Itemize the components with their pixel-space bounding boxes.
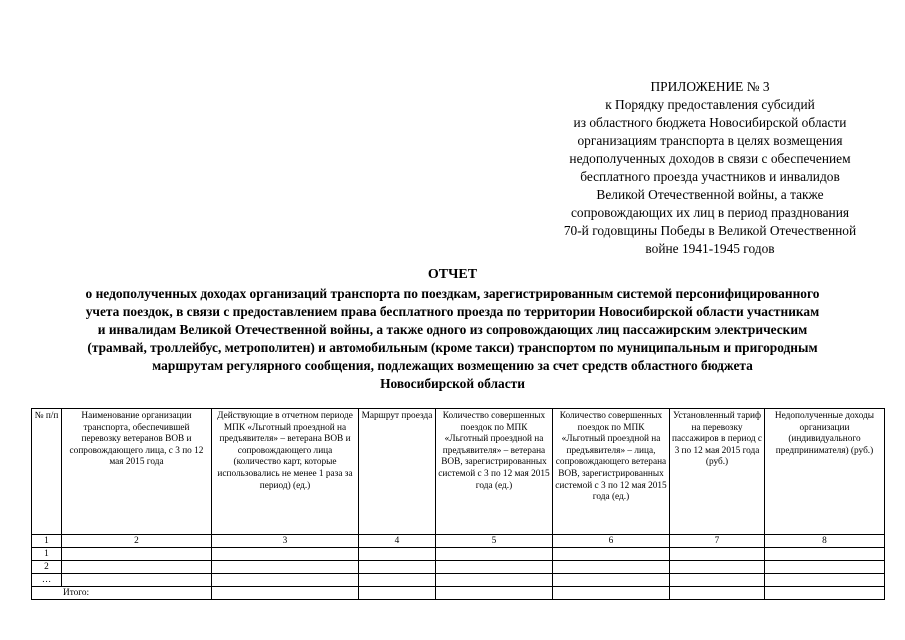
table-cell [62,548,212,561]
table-cell [553,561,670,574]
total-label: Итого: [32,587,212,600]
table-cell [670,574,765,587]
appendix-line: ПРИЛОЖЕНИЕ № 3 [650,79,770,94]
table-cell [436,548,553,561]
table-cell [436,587,553,600]
report-subtitle-line: о недополученных доходах организаций транспорта по поездкам, зарегистрированным системой персонифицированного [85,286,820,301]
header-cell: Недополученные доходы организации (индивидуального предпринимателя) (руб.) [765,409,885,535]
header-cell: Действующие в отчетном периоде МПК «Льготный проездной на предъявителя» – ветерана ВОВ и сопровождающего лица (количество карт, которые использовались не менее 1 раза за период) (ед.) [212,409,359,535]
table-cell [62,561,212,574]
table-cell [359,561,436,574]
table-cell [765,548,885,561]
report-table [31,408,885,600]
appendix-line: Великой Отечественной войны, а также [596,187,824,202]
total-row [32,587,885,600]
column-number: 3 [212,535,359,548]
column-number: 1 [32,535,62,548]
table-cell [212,548,359,561]
row-number: … [32,574,62,587]
appendix-line: войне 1941-1945 годов [645,241,775,256]
table-row [32,561,885,574]
table-cell [359,574,436,587]
column-number: 4 [359,535,436,548]
appendix-block [520,78,900,258]
table-cell [359,548,436,561]
column-number: 7 [670,535,765,548]
table-header-row [32,409,885,535]
column-number-row [32,535,885,548]
appendix-line: к Порядку предоставления субсидий [605,97,815,112]
table-row [32,574,885,587]
report-subtitle-line: и инвалидам Великой Отечественной войны, а также одного из сопровождающих лиц пассажирским электрическим [97,321,808,337]
header-cell: № п/п [32,409,62,535]
header-cell: Количество совершенных поездок по МПК «Льготный проездной на предъявителя» – лица, сопровождающего ветерана ВОВ, зарегистрированных системой с 3 по 12 мая 2015 года (ед.) [553,409,670,535]
table-cell [359,587,436,600]
header-cell: Количество совершенных поездок по МПК «Льготный проездной на предъявителя» – ветерана ВОВ, зарегистрированных системой с 3 по 12 мая 2015 года (ед.) [436,409,553,535]
table-row [32,548,885,561]
report-subtitle-line: Новосибирской области [380,375,525,391]
table-cell [436,574,553,587]
table-cell [765,587,885,600]
header-cell: Наименование организации транспорта, обеспечившей перевозку ветеранов ВОВ и сопровождающего лица, с 3 по 12 мая 2015 года [62,409,212,535]
table-cell [765,574,885,587]
table-cell [553,587,670,600]
table-cell [670,587,765,600]
report-subtitle-line: учета поездок, в связи с предоставлением права бесплатного проезда по территории Новосибирской области участникам [85,303,820,319]
table-cell [670,561,765,574]
table-cell [212,574,359,587]
header-cell: Установленный тариф на перевозку пассажиров в период с 3 по 12 мая 2015 года (руб.) [670,409,765,535]
table-cell [436,561,553,574]
table-cell [553,548,670,561]
table-cell [553,574,670,587]
column-number: 8 [765,535,885,548]
appendix-line: 70-й годовщины Победы в Великой Отечественной [563,223,857,238]
table-cell [62,574,212,587]
report-subtitle [20,285,885,392]
row-number: 2 [32,561,62,574]
appendix-line: сопровождающих их лиц в период празднования [570,205,850,220]
report-title: ОТЧЕТ [427,267,478,282]
report-subtitle-line: (трамвай, троллейбус, метрополитен) и автомобильным (кроме такси) транспортом по муниципальным и пригородным [87,339,818,355]
table-cell [670,548,765,561]
appendix-line: недополученных доходов в связи с обеспечением [569,151,851,166]
appendix-line: из областного бюджета Новосибирской области [573,115,847,130]
column-number: 5 [436,535,553,548]
appendix-line: организациям транспорта в целях возмещения [577,133,843,148]
column-number: 6 [553,535,670,548]
table-cell [765,561,885,574]
row-number: 1 [32,548,62,561]
report-subtitle-line: маршрутам регулярного сообщения, подлежащих возмещению за счет средств областного бюджета [152,357,753,373]
appendix-line: бесплатного проезда участников и инвалидов [580,169,840,184]
table-cell [212,587,359,600]
table-cell [212,561,359,574]
header-cell: Маршрут проезда [359,409,436,535]
column-number: 2 [62,535,212,548]
